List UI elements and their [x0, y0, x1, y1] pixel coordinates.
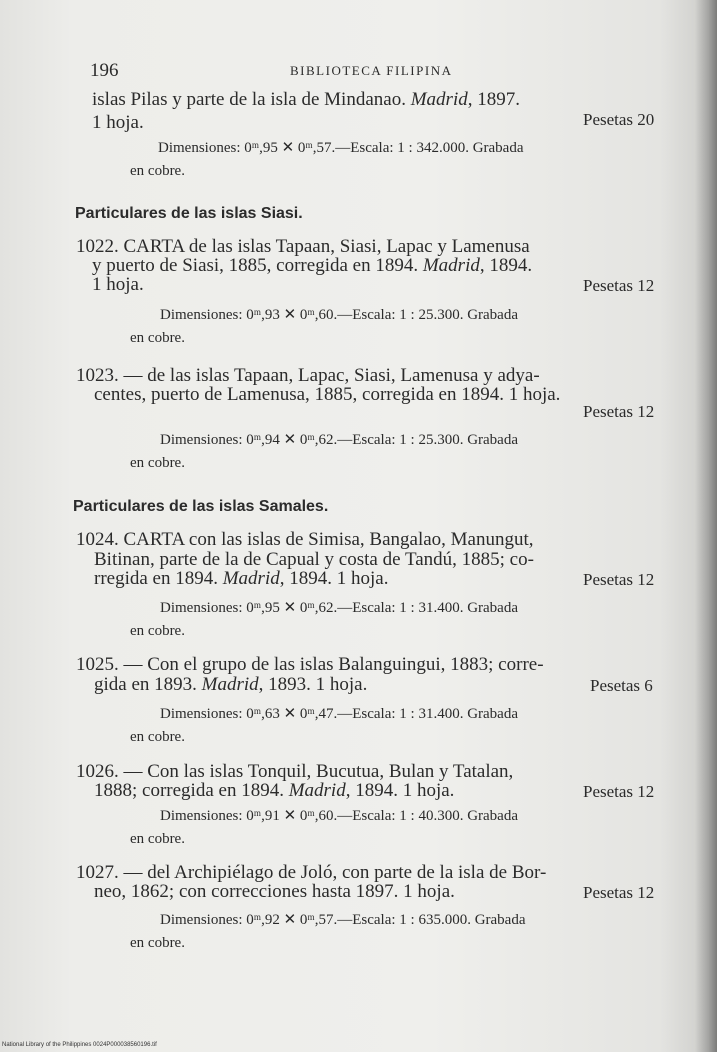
dimensions-line: Dimensiones: 0ᵐ,95 ✕ 0ᵐ,62.—Escala: 1 : 31.400. Grabada — [160, 600, 519, 616]
running-title: BIBLIOTECA FILIPINA — [290, 63, 453, 78]
entry-line: 1 hoja. — [92, 112, 144, 133]
price: Pesetas 12 — [583, 883, 655, 902]
dimensions-line: en cobre. — [130, 163, 185, 179]
entry-line: 1024. CARTA con las islas de Simisa, Bangalao, Manungut, — [76, 529, 534, 550]
scan-credit: National Library of the Philippines 0024P000038560196.tif — [2, 1042, 157, 1048]
dimensions-line: en cobre. — [130, 935, 185, 951]
page-edge-shadow — [695, 0, 717, 1052]
dimensions-line: Dimensiones: 0ᵐ,92 ✕ 0ᵐ,57.—Escala: 1 : 635.000. Grabada — [160, 912, 526, 928]
entry-line: 1022. CARTA de las islas Tapaan, Siasi, Lapac y Lamenusa — [76, 236, 530, 257]
entry-line: 1026. — Con las islas Tonquil, Bucutua, Bulan y Tatalan, — [76, 761, 514, 782]
price: Pesetas 12 — [583, 570, 655, 589]
entry-line: 1888; corregida en 1894. Madrid, 1894. 1 hoja. — [94, 780, 455, 801]
entry-line: neo, 1862; con correcciones hasta 1897. 1 hoja. — [94, 881, 455, 902]
entry-line: 1027. — del Archipiélago de Joló, con parte de la isla de Bor- — [76, 862, 547, 883]
entry-line: centes, puerto de Lamenusa, 1885, corregida en 1894. 1 hoja. — [94, 384, 561, 405]
entry-line: islas Pilas y parte de la isla de Mindanao. Madrid, 1897. — [92, 89, 520, 110]
dimensions-line: en cobre. — [130, 623, 185, 639]
section-heading: Particulares de las islas Samales. — [73, 498, 329, 515]
dimensions-line: Dimensiones: 0ᵐ,95 ✕ 0ᵐ,57.—Escala: 1 : 342.000. Grabada — [158, 140, 524, 156]
dimensions-line: Dimensiones: 0ᵐ,91 ✕ 0ᵐ,60.—Escala: 1 : 40.300. Grabada — [160, 808, 519, 824]
price: Pesetas 6 — [590, 676, 653, 695]
price: Pesetas 12 — [583, 276, 655, 295]
price: Pesetas 12 — [583, 782, 655, 801]
entry-line: 1 hoja. — [92, 274, 144, 295]
dimensions-line: en cobre. — [130, 330, 185, 346]
dimensions-line: Dimensiones: 0ᵐ,93 ✕ 0ᵐ,60.—Escala: 1 : 25.300. Grabada — [160, 307, 519, 323]
entry-line: y puerto de Siasi, 1885, corregida en 1894. Madrid, 1894. — [92, 255, 533, 276]
dimensions-line: en cobre. — [130, 729, 185, 745]
price: Pesetas 20 — [583, 110, 655, 129]
dimensions-line: Dimensiones: 0ᵐ,63 ✕ 0ᵐ,47.—Escala: 1 : 31.400. Grabada — [160, 706, 519, 722]
section-heading: Particulares de las islas Siasi. — [75, 205, 303, 222]
entry-line: rregida en 1894. Madrid, 1894. 1 hoja. — [94, 568, 389, 589]
dimensions-line: en cobre. — [130, 831, 185, 847]
entry-line: 1025. — Con el grupo de las islas Balanguingui, 1883; corre- — [76, 654, 544, 675]
page-header — [90, 60, 677, 84]
entry-line: gida en 1893. Madrid, 1893. 1 hoja. — [94, 674, 368, 695]
dimensions-line: en cobre. — [130, 455, 185, 471]
dimensions-line: Dimensiones: 0ᵐ,94 ✕ 0ᵐ,62.—Escala: 1 : 25.300. Grabada — [160, 432, 519, 448]
price: Pesetas 12 — [583, 402, 655, 421]
entry-line: Bitinan, parte de la de Capual y costa de Tandú, 1885; co- — [94, 549, 534, 570]
entry-line: 1023. — de las islas Tapaan, Lapac, Siasi, Lamenusa y adya- — [76, 365, 540, 386]
page-number: 196 — [90, 60, 119, 81]
